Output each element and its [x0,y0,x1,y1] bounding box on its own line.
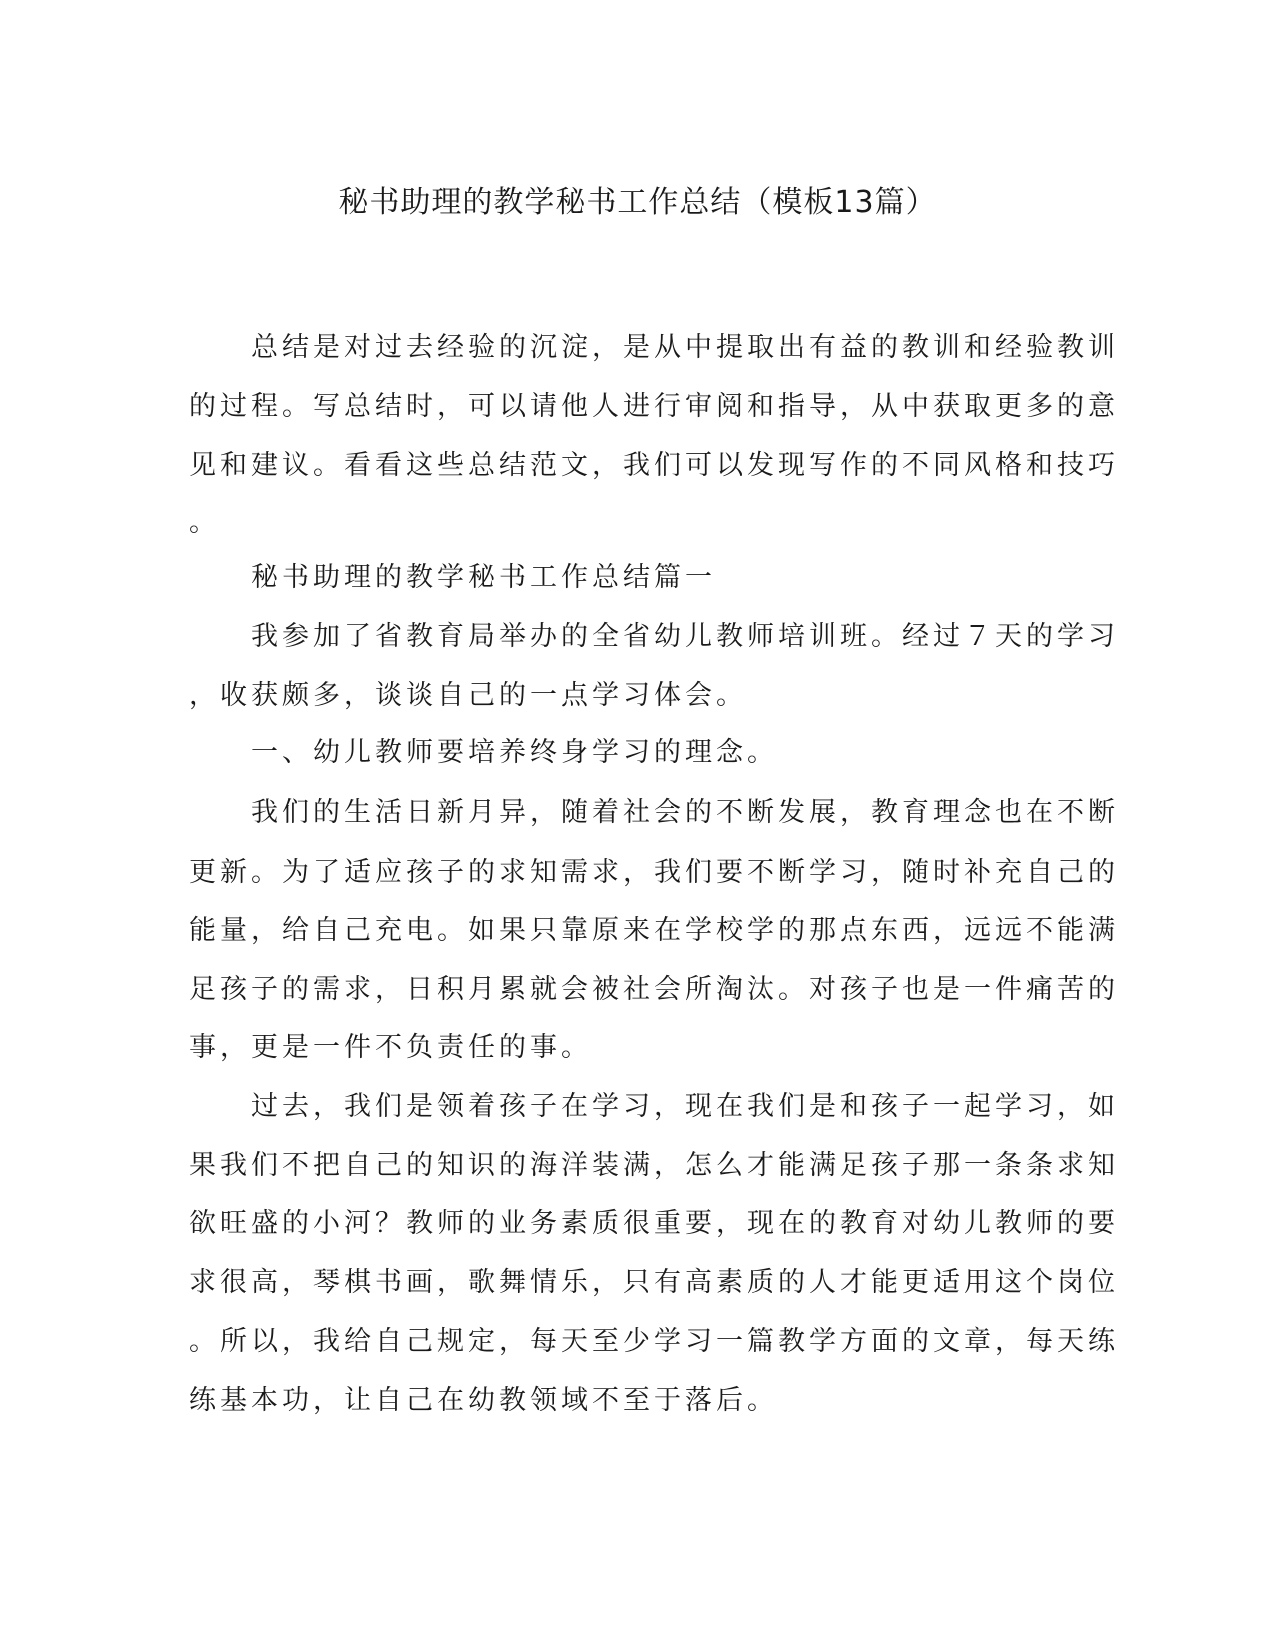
body-line: 总结是对过去经验的沉淀，是从中提取出有益的教训和经验教训 [189,332,1119,363]
document-title: 秘书助理的教学秘书工作总结（模板13篇） [338,185,937,220]
body-line: 练基本功，让自己在幼教领域不至于落后。 [189,1385,778,1416]
body-line: 过去，我们是领着孩子在学习，现在我们是和孩子一起学习，如 [189,1091,1119,1122]
body-line: 事，更是一件不负责任的事。 [189,1032,592,1063]
body-line: 。 [189,507,220,538]
body-line: 求很高，琴棋书画，歌舞情乐，只有高素质的人才能更适用这个岗位 [189,1267,1119,1298]
body-line: 我们的生活日新月异，随着社会的不断发展，教育理念也在不断 [189,797,1119,828]
subsection-heading: 一、幼儿教师要培养终身学习的理念。 [189,737,778,768]
body-line: ，收获颇多，谈谈自己的一点学习体会。 [189,680,747,711]
body-line: 的过程。写总结时，可以请他人进行审阅和指导，从中获取更多的意 [189,391,1119,422]
body-line: 足孩子的需求，日积月累就会被社会所淘汰。对孩子也是一件痛苦的 [189,974,1119,1005]
body-line: 更新。为了适应孩子的求知需求，我们要不断学习，随时补充自己的 [189,857,1119,888]
body-line: 见和建议。看看这些总结范文，我们可以发现写作的不同风格和技巧 [189,450,1119,481]
body-line: 。所以，我给自己规定，每天至少学习一篇教学方面的文章，每天练 [189,1326,1119,1357]
body-line: 我参加了省教育局举办的全省幼儿教师培训班。经过７天的学习 [189,621,1119,652]
section-heading: 秘书助理的教学秘书工作总结篇一 [189,562,716,593]
body-line: 能量，给自己充电。如果只靠原来在学校学的那点东西，远远不能满 [189,915,1119,946]
body-line: 欲旺盛的小河？教师的业务素质很重要，现在的教育对幼儿教师的要 [189,1208,1119,1239]
body-line: 果我们不把自己的知识的海洋装满，怎么才能满足孩子那一条条求知 [189,1150,1119,1181]
